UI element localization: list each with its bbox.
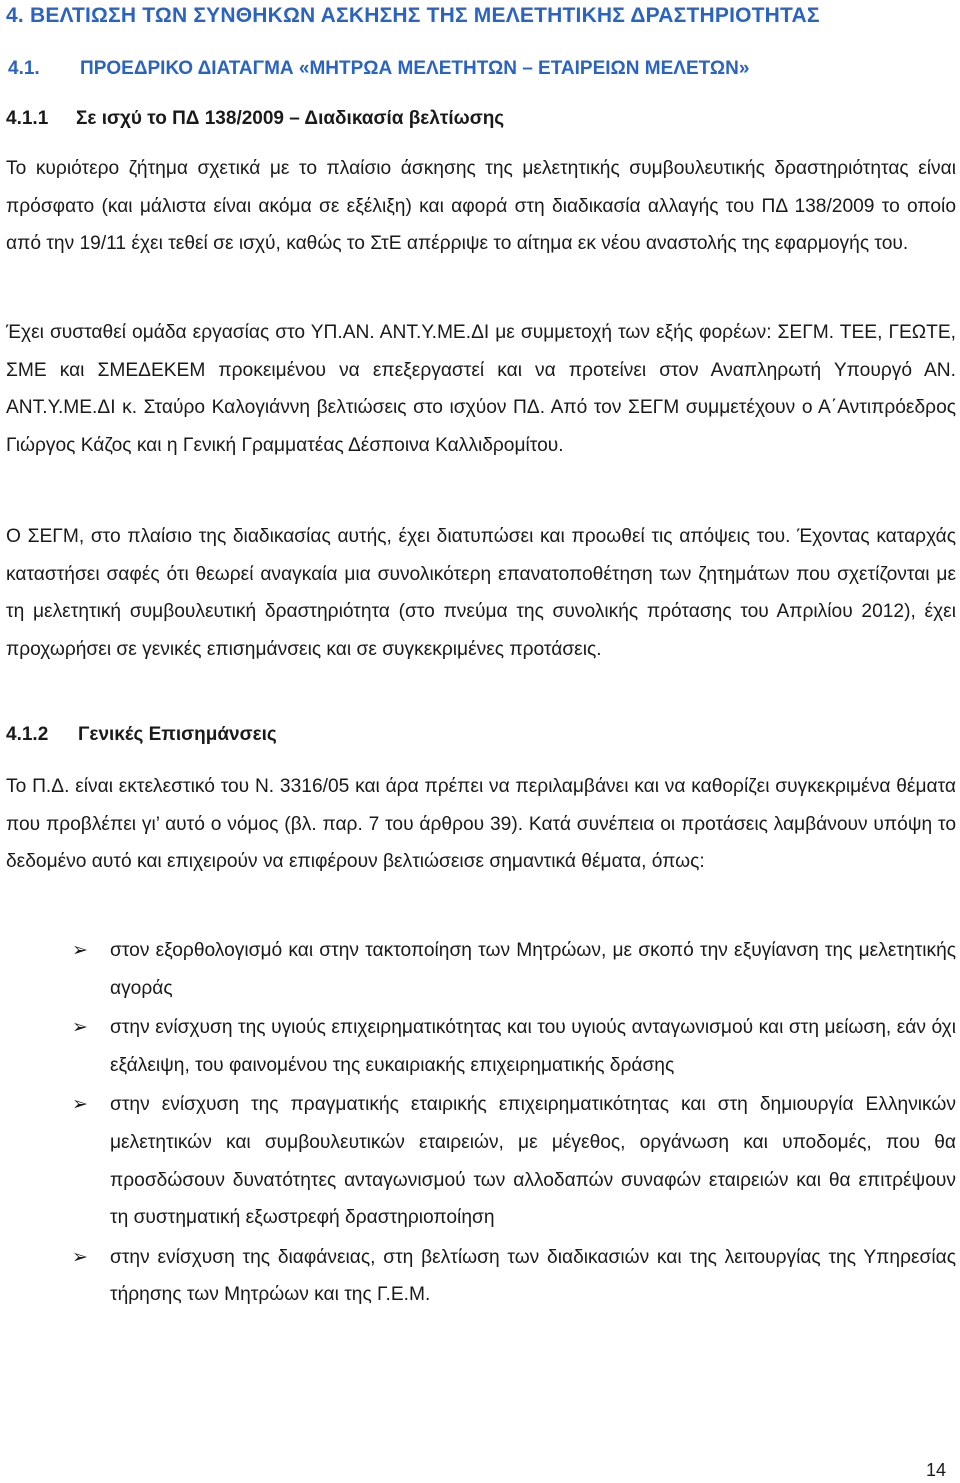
heading-title: Σε ισχύ το ΠΔ 138/2009 – Διαδικασία βελτίωσης: [76, 108, 505, 129]
heading-number: 4.1.1: [6, 108, 49, 129]
heading-title: Γενικές Επισημάνσεις: [78, 724, 277, 745]
section-heading-4-1: [8, 58, 749, 80]
arrow-bullet-icon: ➢: [72, 1017, 88, 1039]
list-item: ➢ στον εξορθολογισμό και στην τακτοποίηση των Μητρώων, με σκοπό την εξυγίανση της μελετητικής αγοράς: [6, 932, 956, 1007]
improvement-list: [6, 932, 956, 1316]
paragraph-general-remarks: Το Π.Δ. είναι εκτελεστικό του Ν. 3316/05 και άρα πρέπει να περιλαμβάνει και να καθορίζει συγκεκριμένα θέματα που προβλέπει γι’ αυτό ο νόμος (βλ. παρ. 7 του άρθρου 39). Κατά συνέπεια οι προτάσεις λαμβάνουν υπόψη το δεδομένο αυτό και επιχειρούν να επιφέρουν βελτιώσεισε σημαντικά θέματα, όπως:: [6, 776, 956, 873]
section-heading-4-1-2: [6, 724, 277, 746]
paragraph-segm-views: Ο ΣΕΓΜ, στο πλαίσιο της διαδικασίας αυτής, έχει διατυπώσει και προωθεί τις απόψεις του. Έχοντας καταρχάς καταστήσει σαφές ότι θεωρεί αναγκαία μια συνολικότερη επανατοποθέτηση των ζητημάτων που σχετίζονται με τη μελετητική συμβουλευτική δραστηριότητα (στο πνεύμα της συνολικής πρότασης του Απριλίου 2012), έχει προχωρήσει σε γενικές επισημάνσεις και σε συγκεκριμένες προτάσεις.: [6, 526, 956, 660]
list-item: ➢ στην ενίσχυση της πραγματικής εταιρικής επιχειρηματικότητας και στη δημιουργία Ελληνικών μελετητικών και συμβουλευτικών εταιρειών, με μέγεθος, οργάνωση και υποδομές, που θα προσδώσουν δυνατότητες ανταγωνισμού των αλλοδαπών συναφών εταιρειών και θα επιτρέψουν τη συστηματική εξωστρεφή δραστηριοποίηση: [6, 1086, 956, 1236]
section-heading-4-1-1: [6, 108, 504, 130]
list-item: ➢ στην ενίσχυση της υγιούς επιχειρηματικότητας και του υγιούς ανταγωνισμού και στη μείωση, εάν όχι εξάλειψη, του φαινομένου της ευκαιριακής επιχειρηματικής δράσης: [6, 1009, 956, 1084]
heading-number: 4.1.2: [6, 724, 49, 745]
arrow-bullet-icon: ➢: [72, 1094, 88, 1116]
arrow-bullet-icon: ➢: [72, 940, 88, 961]
section-heading-4: 4. ΒΕΛΤΙΩΣΗ ΤΩΝ ΣΥΝΘΗΚΩΝ ΑΣΚΗΣΗΣ ΤΗΣ ΜΕΛΕΤΗΤΙΚΗΣ ΔΡΑΣΤΗΡΙΟΤΗΤΑΣ: [6, 4, 820, 27]
heading-number: 4.1.: [8, 58, 40, 79]
heading-title: ΠΡΟΕΔΡΙΚΟ ΔΙΑΤΑΓΜΑ «ΜΗΤΡΩΑ ΜΕΛΕΤΗΤΩΝ – ΕΤΑΙΡΕΙΩΝ ΜΕΛΕΤΩΝ»: [80, 58, 750, 79]
arrow-bullet-icon: ➢: [72, 1246, 88, 1268]
page-number: 14: [926, 1460, 947, 1480]
paragraph-working-group: Έχει συσταθεί ομάδα εργασίας στο ΥΠ.ΑΝ. ΑΝΤ.Υ.ΜΕ.ΔΙ με συμμετοχή των εξής φορέων: ΣΕΓΜ. ΤΕΕ, ΓΕΩΤΕ, ΣΜΕ και ΣΜΕΔΕΚΕΜ προκειμένου να επεξεργαστεί και να προτείνει στον Αναπληρωτή Υπουργό ΑΝ. ΑΝΤ.Υ.ΜΕ.ΔΙ κ. Σταύρο Καλογιάννη βελτιώσεις στο ισχύον ΠΔ. Από τον ΣΕΓΜ συμμετέχουν ο Α΄Αντιπρόεδρος Γιώργος Κάζος και η Γενική Γραμματέας Δέσποινα Καλλιδρομίτου.: [6, 322, 956, 456]
paragraph-main-issue: Το κυριότερο ζήτημα σχετικά με το πλαίσιο άσκησης της μελετητικής συμβουλευτικής δραστηριότητας είναι πρόσφατο (και μάλιστα είναι ακόμα σε εξέλιξη) και αφορά στη διαδικασία αλλαγής του ΠΔ 138/2009 το οποίο από την 19/11 έχει τεθεί σε ισχύ, καθώς το ΣτΕ απέρριψε το αίτημα εκ νέου αναστολής της εφαρμογής του.: [6, 158, 956, 255]
list-item: ➢ στην ενίσχυση της διαφάνειας, στη βελτίωση των διαδικασιών και της λειτουργίας της Υπηρεσίας τήρησης των Μητρώων και της Γ.Ε.Μ.: [6, 1239, 956, 1314]
